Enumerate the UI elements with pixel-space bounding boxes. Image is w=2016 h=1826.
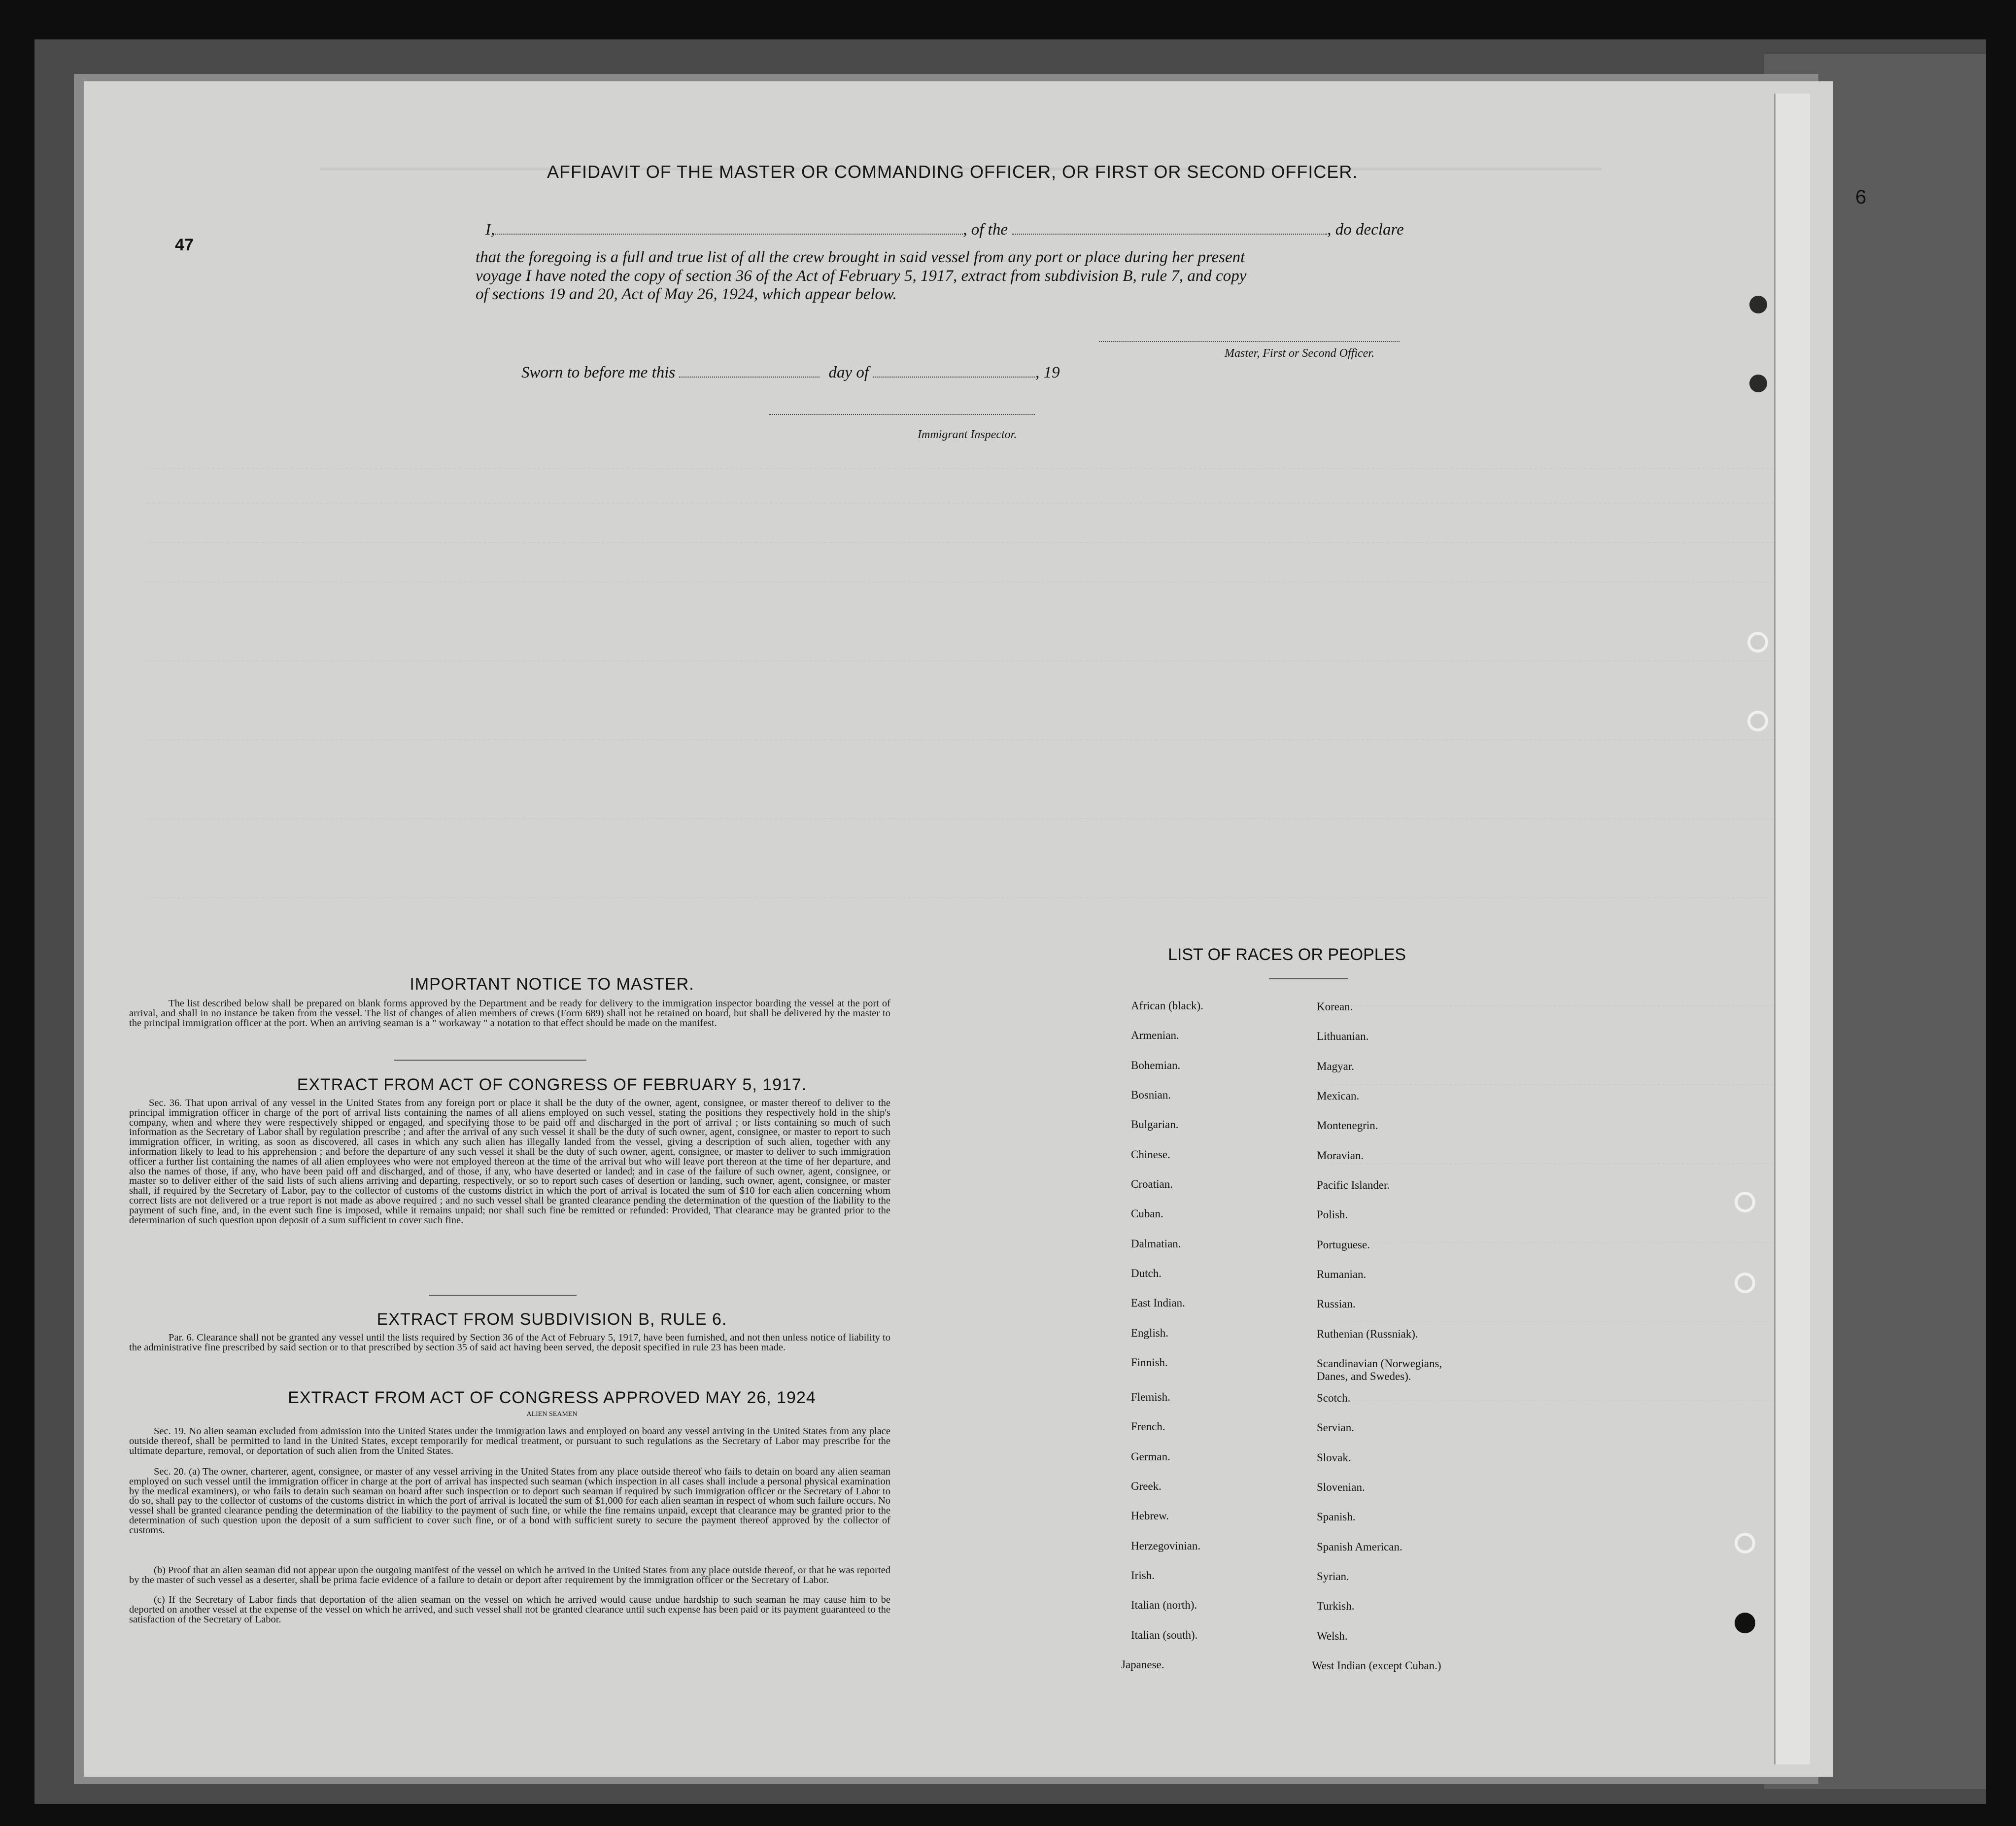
binder-hole [1747, 632, 1768, 653]
day-blank [679, 364, 820, 378]
race-item: West Indian (except Cuban.) [1312, 1659, 1441, 1672]
act-1924-subtitle: ALIEN SEAMEN [526, 1411, 578, 1418]
vessel-blank [1012, 221, 1327, 235]
divider [429, 1295, 577, 1296]
race-item: Chinese. [1131, 1148, 1170, 1161]
binder-hole [1749, 375, 1767, 392]
race-item: Hebrew. [1131, 1510, 1169, 1522]
notice-text: The list described below shall be prepared on blank forms approved by the Department and be ready for delivery to the immigration inspector boarding the vessel at the port of arrival, and shall in no instance be taken from the vessel. The list of changes of alien members of crews (Form 689) shall not be retained on board, but shall be delivered by the master to the principal immigration officer at the port. When an arriving seaman is a " workaway " a notation to that effect should be made on the manifest. [129, 998, 890, 1029]
race-item: African (black). [1131, 999, 1203, 1012]
act-1924-title: EXTRACT FROM ACT OF CONGRESS APPROVED MAY 26, 1924 [288, 1388, 816, 1407]
affidavit-line-1 [485, 221, 1404, 239]
race-item: Montenegrin. [1317, 1119, 1378, 1132]
race-item: German. [1131, 1450, 1170, 1463]
race-item: Slovenian. [1317, 1481, 1365, 1493]
race-item: Cuban. [1131, 1207, 1163, 1220]
race-item: Dutch. [1131, 1267, 1162, 1279]
binder-hole [1735, 1533, 1755, 1553]
race-item: Ruthenian (Russniak). [1317, 1328, 1418, 1340]
day-of: day of [828, 364, 869, 381]
race-item: Bohemian. [1131, 1059, 1181, 1071]
act-1917-title: EXTRACT FROM ACT OF CONGRESS OF FEBRUARY 5, 1917. [297, 1075, 807, 1094]
binder-hole [1735, 1613, 1755, 1633]
sec-20c-text: (c) If the Secretary of Labor finds that deportation of the alien seaman on the vessel on which he arrived would cause undue hardship to such seaman he may cause him to be deported on another vessel at the expense of the vessel on which he arrived, and such vessel shall not be granted clearance until such expense has been paid or its payment guaranteed to the satisfaction of the Secretary of Labor. [129, 1594, 890, 1625]
race-item: Pacific Islander. [1317, 1179, 1390, 1191]
sworn-line [521, 364, 1060, 382]
race-item: Greek. [1131, 1480, 1162, 1492]
sec-20a-text: Sec. 20. (a) The owner, charterer, agent, consignee, or master of any vessel arriving in the United States from any place outside thereof who fails to detain on board any alien seaman employed on such vessel until the immigration officer in charge at the port of arrival has inspected such seaman (which inspection in all cases shall include a personal physical examination by the medical examiners), or who fails to detain such seaman on board after such inspection or to deport such seaman if required by such immigration officer or the Secretary of Labor to do so, shall pay to the collector of customs of the customs district in which the port of arrival is located the sum of $1,000 for each alien seaman in respect of whom such failure occurs. No vessel shall be granted clearance pending the determination of the liability to the payment of such fine, or while the fine remains unpaid, except that clearance may be granted prior to the determination of such question upon the deposit of a sum sufficient to cover such fine, or of a bond with sufficient surety to secure the payment thereof approved by the collector of customs. [129, 1466, 890, 1536]
race-item: East Indian. [1131, 1297, 1185, 1309]
race-item: Moravian. [1317, 1149, 1364, 1162]
sec-20b-text: (b) Proof that an alien seaman did not appear upon the outgoing manifest of the vessel on which he arrived in the United States from any place outside thereof, or that he was reported by the master of such vessel as a deserter, shall be prima facie evidence of a failure to detain or deport after requirement by the immigration officer or the Secretary of Labor. [129, 1565, 890, 1585]
margin-mark: 47 [175, 236, 194, 254]
month-blank [873, 364, 1035, 378]
rule-6-title: EXTRACT FROM SUBDIVISION B, RULE 6. [376, 1310, 727, 1329]
races-title: LIST OF RACES OR PEOPLES [1168, 945, 1406, 964]
race-item: French. [1131, 1420, 1165, 1433]
affidavit-of-the: , of the [963, 221, 1008, 239]
affidavit-line-4: of sections 19 and 20, Act of May 26, 1924, which appear below. [476, 285, 897, 303]
race-item: Italian (north). [1131, 1599, 1197, 1611]
race-item: Irish. [1131, 1569, 1155, 1582]
race-item: English. [1131, 1327, 1169, 1339]
race-item: Flemish. [1131, 1391, 1170, 1403]
race-item: Scotch. [1317, 1392, 1351, 1404]
race-item: Herzegovinian. [1131, 1540, 1201, 1552]
race-item: Japanese. [1121, 1658, 1164, 1671]
affidavit-declare: , do declare [1327, 221, 1404, 239]
race-item: Spanish. [1317, 1511, 1356, 1523]
act-1917-text: Sec. 36. That upon arrival of any vessel in the United States from any foreign port or place it shall be the duty of the owner, agent, consignee, or master thereof to deliver to the principal immigration officer in charge of the port of arrival lists containing the names of all aliens employed on such vessel, stating the positions they respectively hold in the ship's company, when and where they were respectively shipped or engaged, and specifying those to be paid off and discharged in the port of arrival ; or lists containing so much of such information as the Secretary of Labor shall by regulation prescribe ; and after the arrival of any such vessel it shall be the duty of such owner, agent, consignee, or master to report to such immigration officer, in writing, as soon as discovered, all cases in which any such alien has illegally landed from the vessel, giving a description of such alien, together with any information likely to lead to his apprehension ; and before the departure of any such vessel it shall be the duty of such owner, agent, consignee, or master to deliver to such immigration officer a further list containing the names of all alien employees who were not employed thereon at the time of the arrival but who will leave port thereon at the time of her departure, and also the names of those, if any, who have been paid off and discharged, and of those, if any, who have deserted or landed; and in case of the failure of such owner, agent, consignee, or master so to deliver either of the said lists of such aliens arriving and departing, respectively, or so to report such cases of desertion or landing, such owner, agent, consignee, or master shall, if required by the Secretary of Labor, pay to the collector of customs of the customs district in which the port of arrival is located the sum of $10 for each alien concerning whom correct lists are not delivered or a true report is not made as above required ; and no such vessel shall be granted clearance pending the determination of the question of the liability to the payment of such fine, and, in the event such fine is imposed, while it remains unpaid; nor shall such fine be remitted or refunded: Provided, That clearance may be granted prior to the determination of such question upon deposit of a sum sufficient to cover such fine. [129, 1098, 890, 1226]
name-blank [495, 221, 963, 235]
sworn-label: Sworn to before me this [521, 364, 676, 381]
race-item: Bulgarian. [1131, 1118, 1179, 1131]
master-signature-line [1099, 341, 1400, 342]
race-item: Italian (south). [1131, 1629, 1198, 1641]
race-item: Dalmatian. [1131, 1238, 1181, 1250]
corner-number: 6 [1855, 186, 1867, 208]
race-item: Lithuanian. [1317, 1030, 1369, 1042]
affidavit-i: I, [485, 221, 495, 239]
race-item: Finnish. [1131, 1356, 1168, 1369]
binder-hole [1735, 1192, 1755, 1212]
year-prefix: , 19 [1035, 364, 1060, 381]
page-edge [1774, 94, 1810, 1764]
race-item: Servian. [1317, 1421, 1355, 1434]
race-item: Bosnian. [1131, 1089, 1171, 1101]
affidavit-title: AFFIDAVIT OF THE MASTER OR COMMANDING OFFICER, OR FIRST OR SECOND OFFICER. [547, 162, 1358, 182]
race-item: Korean. [1317, 1000, 1353, 1013]
race-item: Slovak. [1317, 1451, 1351, 1464]
race-item: Spanish American. [1317, 1541, 1402, 1553]
divider [1269, 978, 1348, 979]
divider [394, 1060, 586, 1061]
sec-19-text: Sec. 19. No alien seaman excluded from admission into the United States under the immigration laws and employed on board any vessel arriving in the United States from any place outside thereof, shall be permitted to land in the United States, except temporarily for medical treatment, or pursuant to such regulations as the Secretary of Labor may prescribe for the ultimate departure, removal, or deportation of such alien from the United States. [129, 1426, 890, 1456]
rule-6-text: Par. 6. Clearance shall not be granted any vessel until the lists required by Section 36 of the Act of February 5, 1917, have been furnished, and not then unless notice of liability to the administrative fine prescribed by said section or to that prescribed by section 35 of said act having been served, the deposit specified in rule 23 has been made. [129, 1332, 890, 1353]
race-item: Russian. [1317, 1298, 1356, 1310]
race-item: Croatian. [1131, 1178, 1173, 1190]
race-item: Rumanian. [1317, 1268, 1367, 1280]
race-item: Armenian. [1131, 1029, 1179, 1041]
master-caption: Master, First or Second Officer. [1225, 347, 1374, 360]
race-item: Magyar. [1317, 1060, 1355, 1072]
affidavit-line-3: voyage I have noted the copy of section 36 of the Act of February 5, 1917, extract from subdivision B, rule 7, and copy [476, 267, 1247, 285]
binder-hole [1747, 711, 1768, 731]
race-item: Syrian. [1317, 1570, 1349, 1583]
binder-hole [1749, 296, 1767, 313]
race-item: Welsh. [1317, 1630, 1348, 1642]
race-item: Turkish. [1317, 1600, 1355, 1612]
notice-title: IMPORTANT NOTICE TO MASTER. [410, 975, 694, 994]
race-item: Portuguese. [1317, 1239, 1370, 1251]
affidavit-line-2: that the foregoing is a full and true list of all the crew brought in said vessel from any port or place during her present [476, 248, 1245, 266]
inspector-signature-line [769, 414, 1035, 415]
binder-hole [1735, 1273, 1755, 1293]
race-item: Polish. [1317, 1208, 1348, 1221]
inspector-caption: Immigrant Inspector. [918, 428, 1017, 441]
race-item: Scandinavian (Norwegians, Danes, and Swedes). [1317, 1357, 1442, 1382]
race-item: Mexican. [1317, 1090, 1360, 1102]
